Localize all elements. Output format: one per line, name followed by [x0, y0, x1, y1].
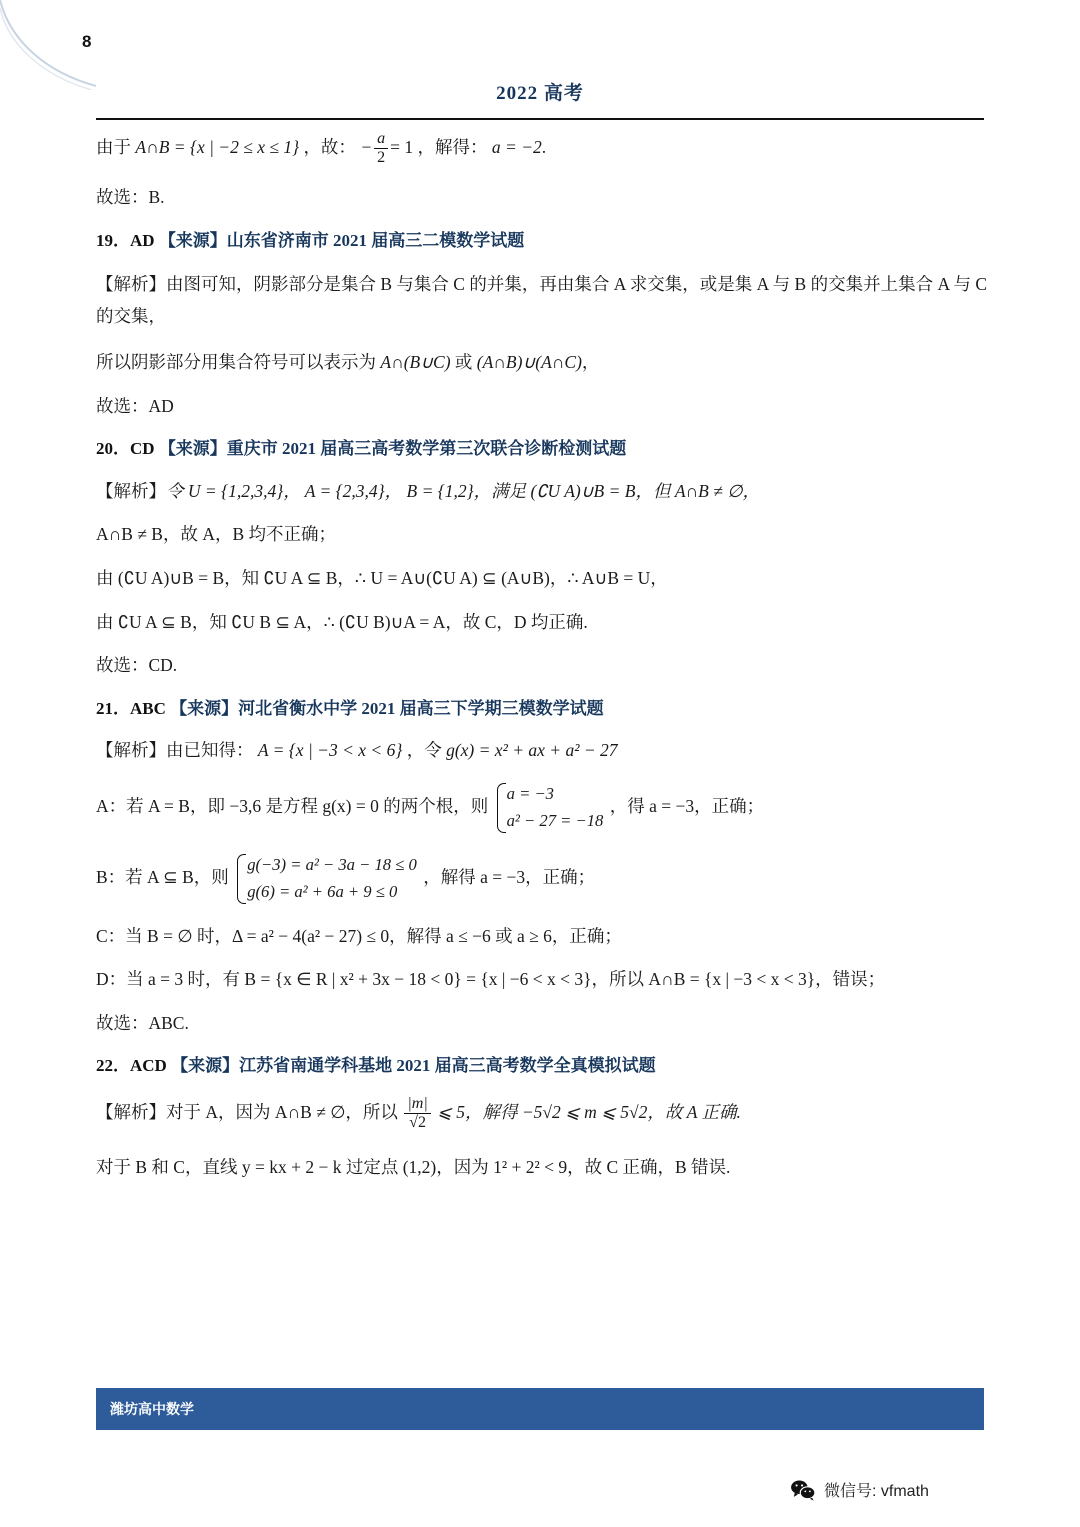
page-title: 2022 高考	[496, 83, 584, 104]
question-21-option-d: D：当 a = 3 时，有 B = {x ∈ R | x² + 3x − 18 < 0} = {x | −6 < x < 3}，所以 A∩B = {x | −3 < x < 3}，错误；	[96, 969, 886, 990]
footer-banner	[96, 1388, 984, 1430]
set-expression-1: A∩(B∪C)	[380, 352, 451, 373]
set-expression-2: (A∩B)∪(A∩C)	[476, 352, 582, 373]
question-22-number: 22．ACD	[96, 1056, 167, 1076]
option-b-text: B：若 A ⊆ B，则	[96, 866, 229, 887]
solution-line-intro: 由于 A∩B = {x | −2 ≤ x ≤ 1} ，故： − $\frac{a}{2}$ = 1 ，解得： a = −2.	[96, 130, 547, 167]
inequality-conclusion: ⩽ 5，解得 −5√2 ⩽ m ⩽ 5√2，故 A 正确.	[437, 1102, 741, 1123]
analysis-line2-end: ，	[581, 352, 600, 373]
analysis-prefix: 由已知得：	[166, 740, 254, 761]
line-answer-value: a = −2	[491, 137, 542, 158]
analysis-label: 【解析】	[96, 274, 166, 295]
option-b-conclusion: ，解得 a = −3，正确；	[423, 866, 596, 887]
analysis-mid: ，令	[406, 740, 442, 761]
line-set-expression: A∩B = {x | −2 ≤ x ≤ 1}	[135, 137, 300, 158]
question-21-source-line	[96, 696, 996, 722]
question-19-answer: 故选：AD	[96, 395, 174, 416]
question-21-analysis-line-1	[96, 737, 996, 764]
set-a-definition: A = {x | −3 < x < 6}	[257, 740, 403, 761]
line-equals: = 1	[390, 137, 414, 158]
option-b-cases: g(−3) = a² − 3a − 18 ≤ 0 g(6) = a² + 6a + 9 ≤ 0	[235, 852, 417, 906]
line-prefix: 由于	[96, 137, 131, 158]
question-21-number: 21．ABC	[96, 698, 166, 718]
question-21-option-c: C：当 B = ∅ 时，Δ = a² − 4(a² − 27) ≤ 0，解得 a ≤ −6 或 a ≥ 6，正确；	[96, 925, 622, 946]
analysis-prefix: 对于 A，因为 A∩B ≠ ∅，所以	[166, 1102, 398, 1123]
question-21-answer: 故选：ABC.	[96, 1012, 189, 1033]
question-19-number: 19．AD	[96, 230, 155, 250]
question-20-analysis-line-1	[96, 478, 996, 505]
analysis-text: 由图可知，阴影部分是集合 B 与集合 C 的并集，再由集合 A 求交集，或是集 A 与 B 的交集并上集合 A 与 C 的交集，	[96, 274, 988, 326]
wechat-label: 微信号: vfmath	[824, 1483, 929, 1500]
answer-line-18: 故选：B.	[96, 187, 165, 208]
analysis-line2-prefix: 所以阴影部分用集合符号可以表示为	[96, 352, 376, 373]
question-20-analysis-line-2: A∩B ≠ B，故 A，B 均不正确；	[96, 524, 337, 545]
question-21-option-b	[96, 852, 996, 906]
question-19-source-line	[96, 228, 996, 254]
page-number: 8	[82, 32, 92, 51]
function-g-definition: g(x) = x² + ax + a² − 27	[446, 740, 618, 761]
footer-label: 潍坊高中数学	[110, 1401, 194, 1417]
question-20-analysis-line-3: 由 (∁U A)∪B = B，知 ∁U A ⊆ B，∴ U = A∪(∁U A) ⊆ (A∪B)，∴ A∪B = U，	[96, 568, 668, 588]
question-22-source: 【来源】江苏省南通学科基地 2021 届高三高考数学全真模拟试题	[171, 1056, 656, 1076]
analysis-label: 【解析】	[96, 480, 166, 501]
question-21-option-a	[96, 781, 996, 835]
question-21-source: 【来源】河北省衡水中学 2021 届高三下学期三模数学试题	[170, 698, 604, 718]
question-19-analysis-line-2	[96, 349, 996, 376]
analysis-line2-mid: 或	[454, 352, 473, 373]
question-20-answer: 故选：CD.	[96, 655, 178, 676]
option-a-cases: a = −3 a² − 27 = −18	[495, 781, 604, 835]
analysis-label: 【解析】	[96, 740, 166, 761]
option-a-text: A：若 A = B，即 −3,6 是方程 g(x) = 0 的两个根，则	[96, 795, 489, 816]
line-tail: ，解得：	[417, 137, 488, 158]
line-mid: ，故：	[303, 137, 356, 158]
question-20-source: 【来源】重庆市 2021 届高三高考数学第三次联合诊断检测试题	[158, 439, 627, 459]
question-22-source-line	[96, 1053, 996, 1079]
wechat-account-watermark	[790, 1478, 929, 1501]
question-20-number: 20．CD	[96, 439, 155, 459]
question-22-analysis-line-1	[96, 1095, 996, 1132]
question-20-analysis-line-4: 由 ∁U A ⊆ B，知 ∁U B ⊆ A，∴ (∁U B)∪A = A，故 C，D 均正确.	[96, 611, 588, 632]
header-divider	[96, 118, 984, 120]
analysis-text: 令 U = {1,2,3,4}， A = {2,3,4}， B = {1,2}，满足 (∁U A)∪B = B，但 A∩B ≠ ∅，	[166, 480, 760, 501]
fraction-a-over-2: $\frac{a}{2}$	[374, 130, 388, 167]
option-a-conclusion: ，得 a = −3，正确；	[609, 795, 765, 816]
question-19-source: 【来源】山东省济南市 2021 届高三二模数学试题	[158, 230, 525, 250]
analysis-label: 【解析】	[96, 1102, 166, 1123]
line-period: .	[541, 137, 547, 158]
question-22-analysis-line-2: 对于 B 和 C，直线 y = kx + 2 − k 过定点 (1,2)，因为 1² + 2² < 9，故 C 正确，B 错误.	[96, 1156, 731, 1177]
fraction-abs-m-over-sqrt2: $\frac{|m|}{√2}$	[404, 1095, 430, 1132]
page-corner-curl-decoration	[0, 0, 110, 90]
document-content	[96, 130, 996, 1197]
wechat-icon	[790, 1479, 816, 1501]
question-20-source-line	[96, 436, 996, 462]
question-19-analysis-line-1	[96, 269, 996, 332]
